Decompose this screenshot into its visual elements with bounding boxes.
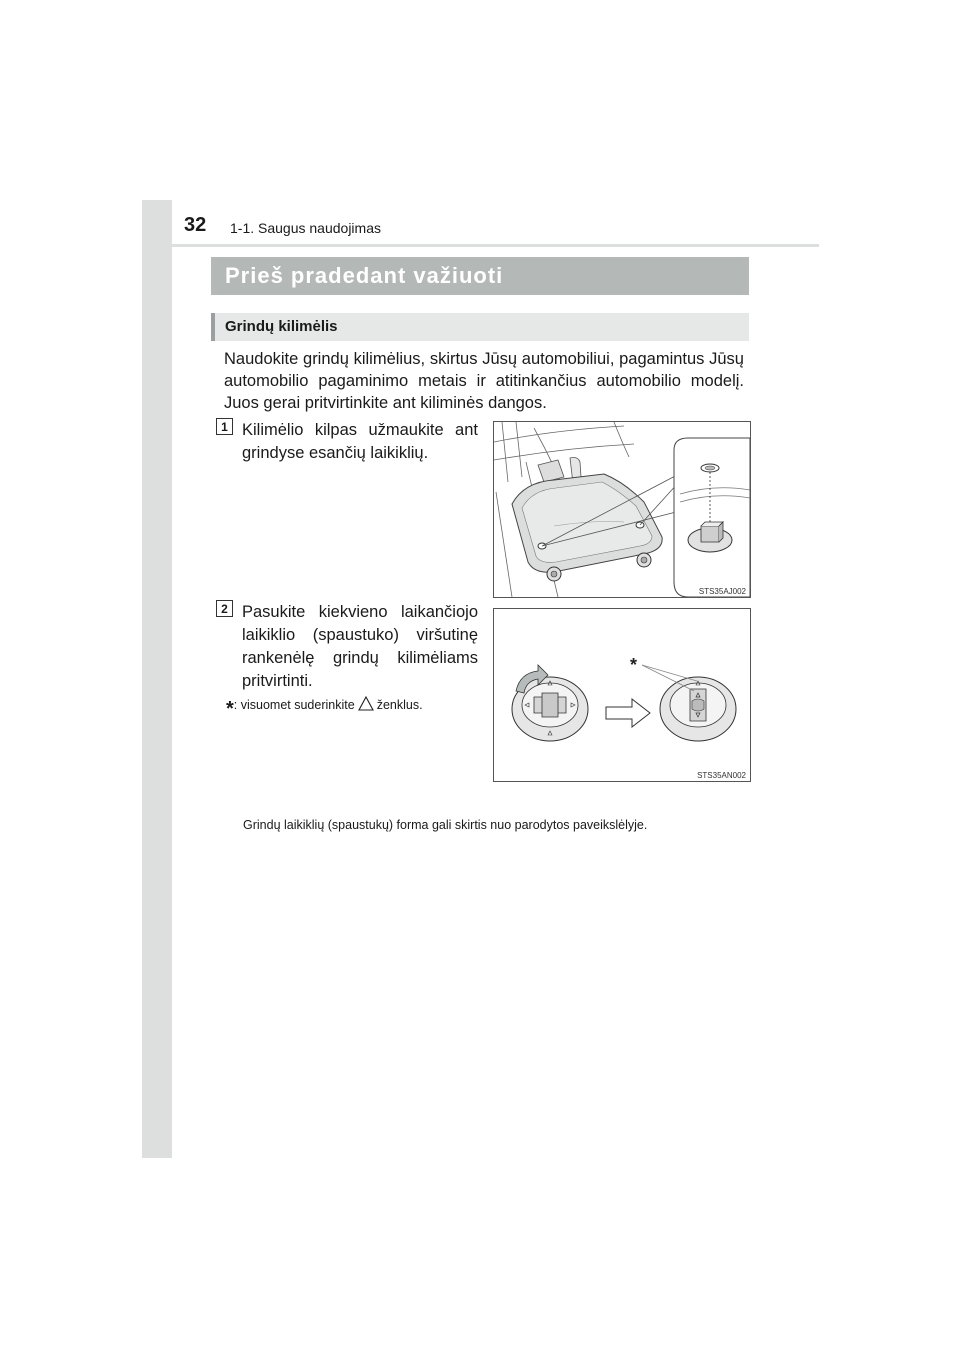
footnote-text-before: : visuomet suderinkite (233, 698, 355, 712)
figure-code-1: STS35AJ002 (698, 587, 746, 596)
running-head: 1-1. Saugus naudojimas (230, 220, 381, 236)
header-rule (142, 244, 819, 247)
triangle-outline-icon (358, 696, 374, 711)
step-text-1: Kilimėlio kilpas užmaukite ant grindyse esančių laikiklių. (242, 421, 478, 462)
figure-caption: Grindų laikiklių (spaustukų) forma gali skirtis nuo parodytos paveikslėlyje. (243, 818, 648, 832)
subsection-title-text: Grindų kilimėlis (225, 318, 338, 335)
figure-code-2: STS35AN002 (697, 771, 746, 780)
step-number-2: 2 (216, 600, 233, 617)
subsection-title (211, 313, 749, 341)
footnote-marker: * (226, 698, 234, 720)
side-strip (142, 200, 172, 1158)
step-number-1: 1 (216, 418, 233, 435)
page-number: 32 (184, 214, 207, 236)
figure-clip-rotation (493, 608, 751, 782)
step-text-2: Pasukite kiekvieno laikančiojo laikiklio (spaustuko) viršutinę rankenėlę grindų kilimėliams pritvirtinti. (242, 603, 478, 690)
footnote-text-after: ženklus. (376, 698, 423, 712)
footnote (226, 696, 423, 721)
intro-paragraph: Naudokite grindų kilimėlius, skirtus Jūsų automobiliui, pagamintus Jūsų automobilio pagaminimo metais ir atitinkančius automobilio modelį. Juos gerai pritvirtinkite ant kiliminės dangos. (224, 350, 744, 412)
floor-mat-illustration (494, 422, 750, 597)
figure-floor-mat (493, 421, 751, 598)
section-title: Prieš pradedant važiuoti (211, 257, 749, 295)
figure2-callout-star: * (630, 655, 638, 675)
clip-rotation-illustration (494, 609, 750, 781)
